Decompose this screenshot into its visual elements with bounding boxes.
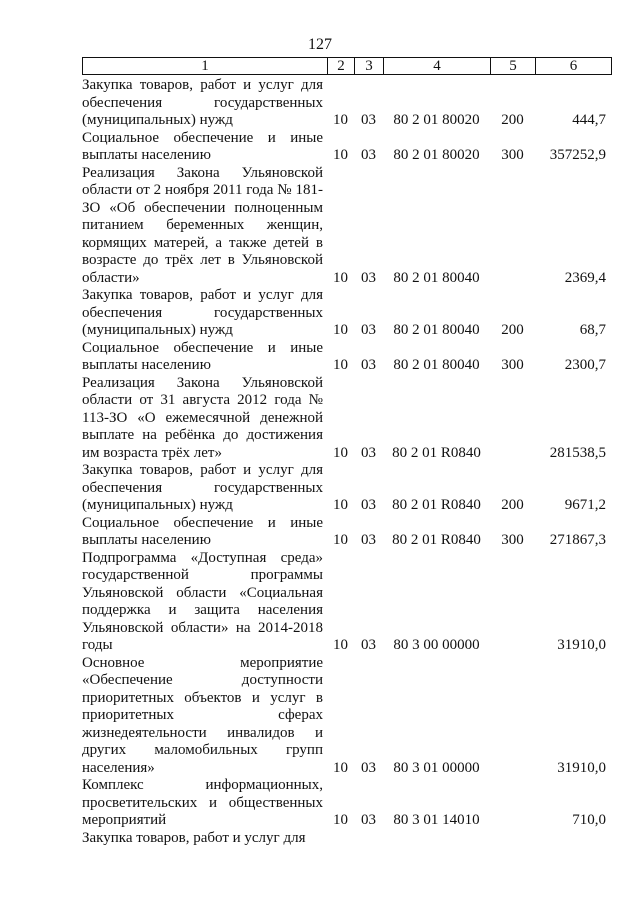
row-subsection: 03 [361, 532, 376, 548]
row-description: Социальное обеспечение и иные выплаты населению [82, 514, 323, 548]
table-header [82, 57, 612, 75]
row-target-code: 80 3 01 14010 [393, 812, 480, 828]
row-description: Закупка товаров, работ и услуг для обеспечения государственных (муниципальных) нужд [82, 77, 323, 128]
row-subsection: 03 [361, 637, 376, 653]
row-section: 10 [333, 322, 348, 338]
row-subsection: 03 [361, 497, 376, 513]
row-amount: 271867,3 [549, 532, 606, 548]
row-description: Социальное обеспечение и иные выплаты населению [82, 339, 323, 373]
row-amount: 9671,2 [564, 497, 606, 513]
row-description: Закупка товаров, работ и услуг для обеспечения государственных (муниципальных) нужд [82, 462, 323, 513]
row-expense-type: 200 [501, 112, 524, 128]
row-expense-type: 300 [501, 532, 524, 548]
row-target-code: 80 2 01 80040 [393, 357, 480, 373]
row-subsection: 03 [361, 322, 376, 338]
row-target-code: 80 2 01 80040 [393, 322, 480, 338]
row-subsection: 03 [361, 444, 376, 461]
row-target-code: 80 3 01 00000 [393, 759, 480, 776]
row-subsection: 03 [361, 112, 376, 128]
header-col-5: 5 [491, 58, 536, 74]
row-amount: 68,7 [579, 322, 606, 338]
table-row [82, 515, 612, 550]
row-amount: 710,0 [572, 812, 606, 828]
row-section: 10 [333, 759, 348, 776]
row-subsection: 03 [361, 147, 376, 163]
table-row [82, 655, 612, 778]
row-description: Подпрограмма «Доступная среда» государственной программы Ульяновской области «Социальная поддержка и защита населения Ульяновской области» на 2014-2018 годы [82, 549, 323, 653]
table-row [82, 165, 612, 288]
row-amount: 31910,0 [557, 637, 606, 653]
table-row [82, 340, 612, 375]
row-description: Основное мероприятие «Обеспечение доступности приоритетных объектов и услуг в приоритетных сферах жизнедеятельности инвалидов и других маломобильных групп населения» [82, 654, 323, 776]
row-amount: 2300,7 [564, 357, 606, 373]
table-body [82, 77, 612, 847]
row-subsection: 03 [361, 357, 376, 373]
row-target-code: 80 2 01 R0840 [392, 444, 481, 461]
header-col-1: 1 [83, 58, 328, 74]
table-row [82, 777, 612, 830]
table-row [82, 830, 612, 848]
row-subsection: 03 [361, 759, 376, 776]
row-section: 10 [333, 497, 348, 513]
row-section: 10 [333, 112, 348, 128]
row-description: Закупка товаров, работ и услуг для обеспечения государственных (муниципальных) нужд [82, 287, 323, 338]
row-amount: 357252,9 [549, 147, 606, 163]
table-row [82, 462, 612, 515]
row-description: Социальное обеспечение и иные выплаты населению [82, 129, 323, 163]
row-amount: 281538,5 [549, 444, 606, 461]
row-target-code: 80 2 01 80020 [393, 112, 480, 128]
row-expense-type: 200 [501, 497, 524, 513]
row-section: 10 [333, 269, 348, 286]
header-col-4: 4 [384, 58, 491, 74]
header-col-2: 2 [328, 58, 355, 74]
table-row [82, 77, 612, 130]
row-expense-type: 300 [501, 147, 524, 163]
table-row [82, 550, 612, 655]
row-target-code: 80 2 01 80040 [393, 269, 480, 286]
row-section: 10 [333, 812, 348, 828]
row-section: 10 [333, 357, 348, 373]
row-description: Закупка товаров, работ и услуг для [82, 829, 306, 846]
page-number: 127 [308, 36, 332, 53]
header-col-6: 6 [569, 58, 578, 74]
row-expense-type: 200 [501, 322, 524, 338]
table-row [82, 375, 612, 463]
row-target-code: 80 2 01 R0840 [392, 497, 481, 513]
row-target-code: 80 2 01 R0840 [392, 532, 481, 548]
row-subsection: 03 [361, 812, 376, 828]
row-amount: 31910,0 [557, 759, 606, 776]
table-row [82, 287, 612, 340]
header-col-3: 3 [355, 58, 384, 74]
row-expense-type: 300 [501, 357, 524, 373]
row-section: 10 [333, 637, 348, 653]
row-description: Реализация Закона Ульяновской области от 31 августа 2012 года № 113-ЗО «О ежемесячной денежной выплате на ребёнка до достижения им возраста трёх лет» [82, 374, 323, 461]
row-target-code: 80 2 01 80020 [393, 147, 480, 163]
row-description: Реализация Закона Ульяновской области от 2 ноября 2011 года № 181-ЗО «Об обеспечении полноценным питанием беременных женщин, кормящих матерей, а также детей в возрасте до трёх лет в Ульяновской области» [82, 164, 323, 286]
row-target-code: 80 3 00 00000 [393, 637, 480, 653]
row-section: 10 [333, 147, 348, 163]
row-subsection: 03 [361, 269, 376, 286]
row-section: 10 [333, 532, 348, 548]
row-amount: 444,7 [572, 112, 606, 128]
row-amount: 2369,4 [564, 269, 606, 286]
row-section: 10 [333, 444, 348, 461]
table-row [82, 130, 612, 165]
row-description: Комплекс информационных, просветительских и общественных мероприятий [82, 777, 323, 828]
